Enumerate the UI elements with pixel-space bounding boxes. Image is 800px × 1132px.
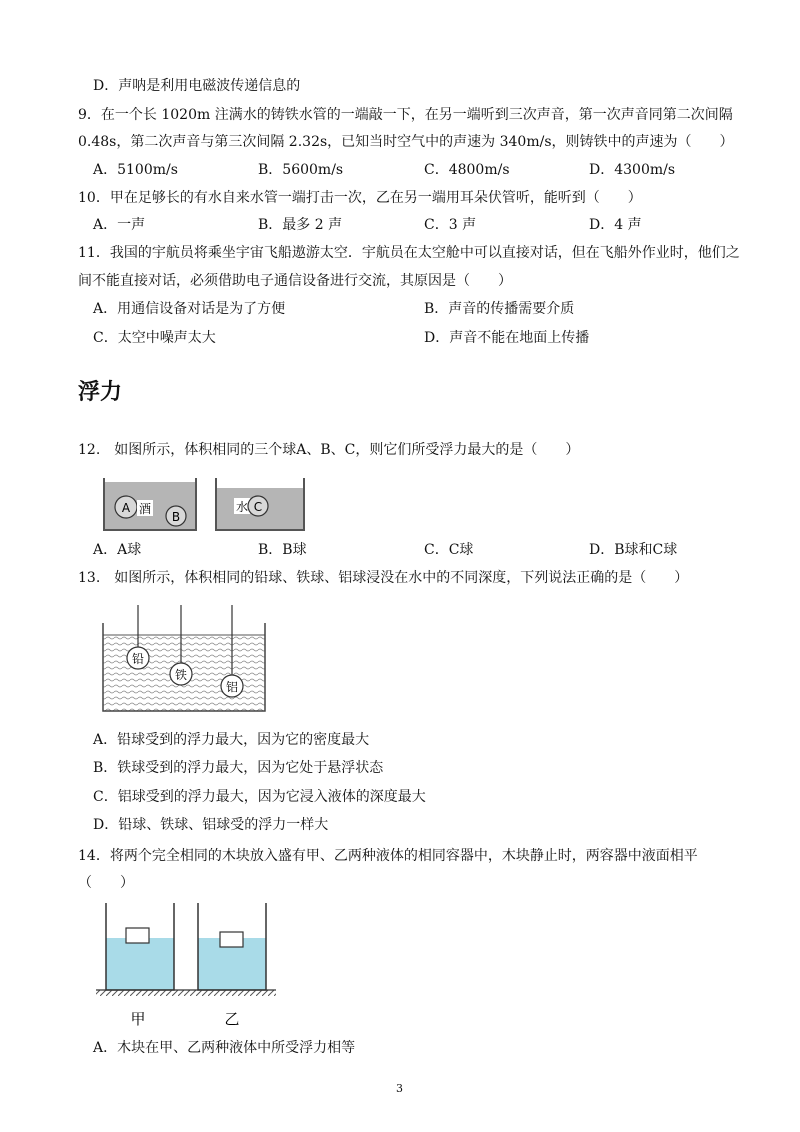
q11-option-b: B．声音的传播需要介质 bbox=[424, 301, 575, 317]
q9-option-c: C．4800m/s bbox=[424, 162, 510, 178]
q12-option-d: D．B球和C球 bbox=[589, 542, 678, 558]
q14-stem-line1: 14．将两个完全相同的木块放入盛有甲、乙两种液体的相同容器中，木块静止时，两容器中液面相平 bbox=[78, 848, 698, 864]
q9-option-a: A．5100m/s bbox=[93, 162, 178, 178]
q12-figure bbox=[100, 474, 310, 536]
section-title: 浮力 bbox=[78, 380, 123, 405]
q9-option-d: D．4300m/s bbox=[589, 162, 676, 178]
q12-option-a: A．A球 bbox=[93, 542, 142, 558]
q12-liquid2-label: 水 bbox=[235, 500, 249, 514]
q14-liquid-left bbox=[106, 938, 174, 990]
q13-option-d: D．铅球、铁球、铝球受的浮力一样大 bbox=[93, 817, 329, 833]
q12-ball-b-label: B bbox=[171, 510, 181, 524]
q11-option-c: C．太空中噪声太大 bbox=[93, 330, 216, 346]
q8-option-d: D．声呐是利用电磁波传递信息的 bbox=[93, 78, 301, 94]
q13-ball-lead-label: 铅 bbox=[131, 652, 145, 666]
q11-stem-line2: 间不能直接对话，必须借助电子通信设备进行交流，其原因是（ ） bbox=[78, 273, 512, 289]
q12-ball-c-label: C bbox=[253, 500, 263, 514]
q14-label-left: 甲 bbox=[130, 1010, 146, 1028]
q10-option-a: A．一声 bbox=[93, 217, 146, 233]
q14-stem-line2: （ ） bbox=[78, 875, 134, 891]
q13-figure bbox=[98, 605, 270, 715]
q11-option-a: A．用通信设备对话是为了方便 bbox=[93, 301, 286, 317]
q14-label-right: 乙 bbox=[224, 1010, 240, 1028]
q14-figure bbox=[94, 900, 278, 1036]
q12-option-b: B．B球 bbox=[258, 542, 307, 558]
q9-stem-line1: 9．在一个长 1020m 注满水的铸铁水管的一端敲一下，在另一端听到三次声音，第一次声音同第二次间隔 bbox=[78, 107, 733, 123]
q12-ball-a-label: A bbox=[121, 501, 131, 515]
q10-option-b: B．最多 2 声 bbox=[258, 217, 343, 233]
q10-option-c: C．3 声 bbox=[424, 217, 477, 233]
q13-option-b: B．铁球受到的浮力最大，因为它处于悬浮状态 bbox=[93, 760, 384, 776]
q14-option-a: A．木块在甲、乙两种液体中所受浮力相等 bbox=[93, 1040, 356, 1056]
q13-ball-iron-label: 铁 bbox=[174, 668, 188, 682]
q9-option-b: B．5600m/s bbox=[258, 162, 344, 178]
q14-wood-block-right bbox=[220, 932, 243, 947]
q13-ball-aluminum-label: 铝 bbox=[225, 680, 239, 694]
q13-option-c: C．铝球受到的浮力最大，因为它浸入液体的深度最大 bbox=[93, 789, 426, 805]
page-number: 3 bbox=[396, 1082, 403, 1095]
q14-wood-block-left bbox=[126, 928, 149, 943]
q13-stem: 13. 如图所示，体积相同的铅球、铁球、铝球浸没在水中的不同深度，下列说法正确的是（ ） bbox=[78, 570, 689, 586]
q10-option-d: D．4 声 bbox=[589, 217, 642, 233]
q12-liquid1-label: 酒 bbox=[138, 502, 152, 516]
q9-stem-line2: 0.48s，第二次声音与第三次间隔 2.32s，已知当时空气中的声速为 340m/s，则铸铁中的声速为（ ） bbox=[78, 134, 734, 150]
q12-stem: 12. 如图所示，体积相同的三个球A、B、C，则它们所受浮力最大的是（ ） bbox=[78, 442, 580, 458]
q10-stem: 10．甲在足够长的有水自来水管一端打击一次，乙在另一端用耳朵伏管听，能听到（ ） bbox=[78, 190, 642, 206]
q14-ground bbox=[96, 990, 276, 996]
q11-stem-line1: 11．我国的宇航员将乘坐宇宙飞船遨游太空．宇航员在太空舱中可以直接对话，但在飞船外作业时，他们之 bbox=[78, 245, 740, 261]
q13-option-a: A．铅球受到的浮力最大，因为它的密度最大 bbox=[93, 732, 370, 748]
q11-option-d: D．声音不能在地面上传播 bbox=[424, 330, 590, 346]
q12-option-c: C．C球 bbox=[424, 542, 474, 558]
